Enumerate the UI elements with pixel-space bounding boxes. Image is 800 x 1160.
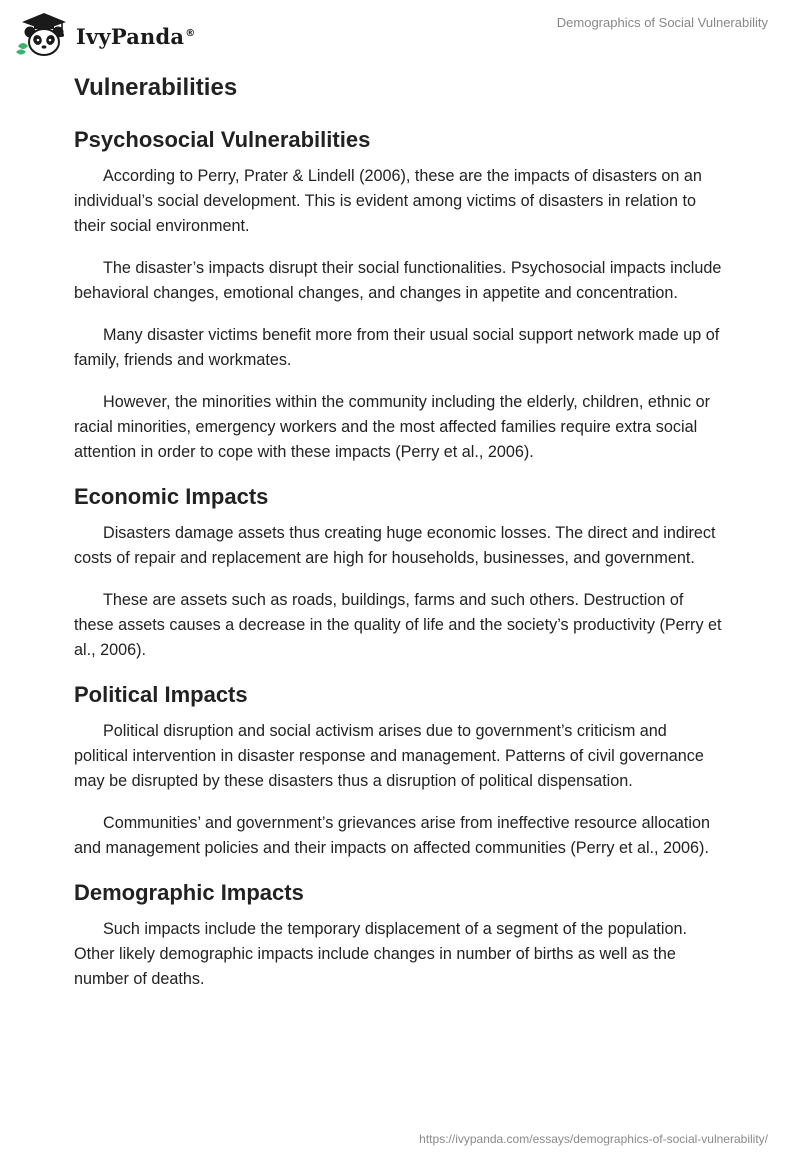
paragraph: The disaster’s impacts disrupt their social functionalities. Psychosocial impacts include behavioral changes, emotional changes, and changes in appetite and concentration. [74,259,722,302]
section-demographic [74,878,724,992]
source-url[interactable]: https://ivypanda.com/essays/demographics-of-social-vulnerability/ [419,1132,768,1146]
ivypanda-logo[interactable] [14,10,195,58]
logo-wordmark: IvyPanda® [76,23,196,49]
paragraph: According to Perry, Prater & Lindell (2006), these are the impacts of disasters on an individual’s social development. This is evident among victims of disasters in relation to their social environment. [74,167,702,235]
panda-graduate-icon [14,10,74,58]
paragraph: Disasters damage assets thus creating huge economic losses. The direct and indirect costs of repair and replacement are high for households, businesses, and government. [74,524,716,567]
section-political [74,680,724,861]
document-title: Vulnerabilities [74,74,238,101]
paragraph: These are assets such as roads, buildings, farms and such others. Destruction of these assets causes a decrease in the quality of life and the society’s productivity (Perry et al., 2006). [74,591,722,659]
section-heading: Demographic Impacts [74,880,304,905]
running-title: Demographics of Social Vulnerability [556,15,768,30]
paragraph: Communities’ and government’s grievances arise from ineffective resource allocation and management policies and their impacts on affected communities (Perry et al., 2006). [74,814,711,857]
paragraph: Such impacts include the temporary displacement of a segment of the population. Other likely demographic impacts include changes in number of births as well as the number of deaths. [74,920,687,988]
section-economic [74,482,724,663]
page-header [0,0,800,70]
section-heading: Economic Impacts [74,484,269,509]
paragraph: Many disaster victims benefit more from their usual social support network made up of family, friends and workmates. [74,326,720,369]
section-psychosocial [74,125,724,465]
section-heading: Political Impacts [74,682,248,707]
paragraph: However, the minorities within the community including the elderly, children, ethnic or racial minorities, emergency workers and the most affected families require extra social attention in order to cope with these impacts (Perry et al., 2006). [74,393,711,461]
document-body [74,72,724,1009]
section-heading: Psychosocial Vulnerabilities [74,127,371,152]
paragraph: Political disruption and social activism arises due to government’s criticism and political intervention in disaster response and management. Patterns of civil governance may be disrupted by these disasters thus a disruption of political dispensation. [74,722,704,790]
